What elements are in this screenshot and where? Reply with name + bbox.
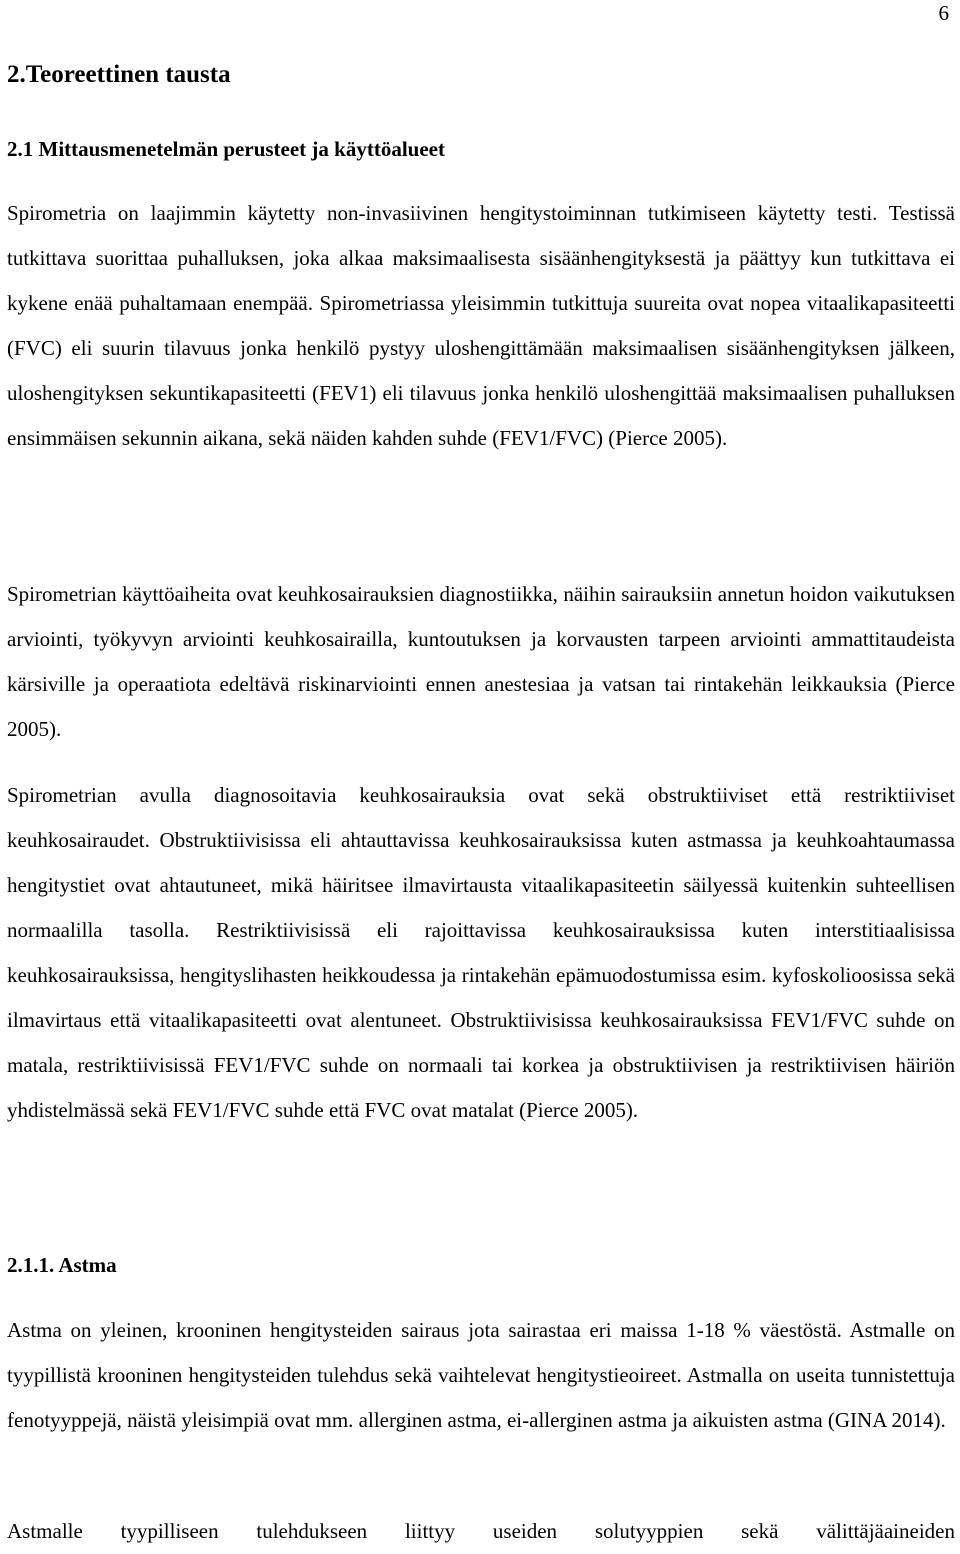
paragraph-indications: Spirometrian käyttöaiheita ovat keuhkosairauksien diagnostiikka, näihin sairauksiin annetun hoidon vaikutuksen arviointi, työkyvyn arviointi keuhkosairailla, kuntoutuksen ja korvausten tarpeen arviointi ammattitaudeista kärsiville ja operaatiota edeltävä riskinarviointi ennen anestesiaa ja vatsan tai rintakehän leikkauksia (Pierce 2005). [7,582,955,741]
paragraph-spirometry-intro: Spirometria on laajimmin käytetty non-invasiivinen hengitystoiminnan tutkimiseen käytetty testi. Testissä tutkittava suorittaa puhalluksen, joka alkaa maksimaalisesta sisäänhengityksestä ja päättyy kun tutkittava ei kykene enää puhaltamaan enempää. Spirometriassa yleisimmin tutkittuja suureita ovat nopea vitaalikapasiteetti (FVC) eli suurin tilavuus jonka henkilö pystyy uloshengittämään maksimaalisen sisäänhengityksen jälkeen, uloshengityksen sekuntikapasiteetti (FEV1) eli tilavuus jonka henkilö uloshengittää maksimaalisen puhalluksen ensimmäisen sekunnin aikana, sekä näiden kahden suhde (FEV1/FVC) (Pierce 2005). [7,201,955,450]
paragraph-asthma: Astma on yleinen, krooninen hengitysteiden sairaus jota sairastaa eri maissa 1-18 % väestöstä. Astmalle on tyypillistä krooninen hengitysteiden tulehdus sekä vaihtelevat hengitystieoireet. Astmalla on useita tunnistettuja fenotyyppejä, näistä yleisimpiä ovat mm. allerginen astma, ei-allerginen astma ja aikuisten astma (GINA 2014). [7,1318,955,1432]
subsubsection-heading: 2.1.1. Astma [7,1253,117,1277]
section-heading: 2.Teoreettinen tausta [7,61,231,88]
paragraph-diagnosis: Spirometrian avulla diagnosoitavia keuhkosairauksia ovat sekä obstruktiiviset että restriktiiviset keuhkosairaudet. Obstruktiivisissa eli ahtauttavissa keuhkosairauksissa kuten astmassa ja keuhkoahtaumassa hengitystiet ovat ahtautuneet, mikä häiritsee ilmavirtausta vitaalikapasiteetin säilyessä kuitenkin suhteellisen normaalilla tasolla. Restriktiivisissä eli rajoittavissa keuhkosairauksissa kuten interstitiaalisissa keuhkosairauksissa, hengityslihasten heikkoudessa ja rintakehän epämuodostumissa esim. kyfoskolioosissa sekä ilmavirtaus että vitaalikapasiteetti ovat alentuneet. Obstruktiivisissa keuhkosairauksissa FEV1/FVC suhde on matala, restriktiivisissä FEV1/FVC suhde on normaali tai korkea ja obstruktiivisen ja restriktiivisen häiriön yhdistelmässä sekä FEV1/FVC suhde että FVC ovat matalat (Pierce 2005). [7,783,955,1122]
subsection-heading: 2.1 Mittausmenetelmän perusteet ja käyttöalueet [7,137,445,161]
paragraph-asthma-inflammation: Astmalle tyypilliseen tulehdukseen liittyy useiden solutyyppien sekä välittäjäaineiden [7,1519,955,1543]
page-number: 6 [938,1,949,25]
